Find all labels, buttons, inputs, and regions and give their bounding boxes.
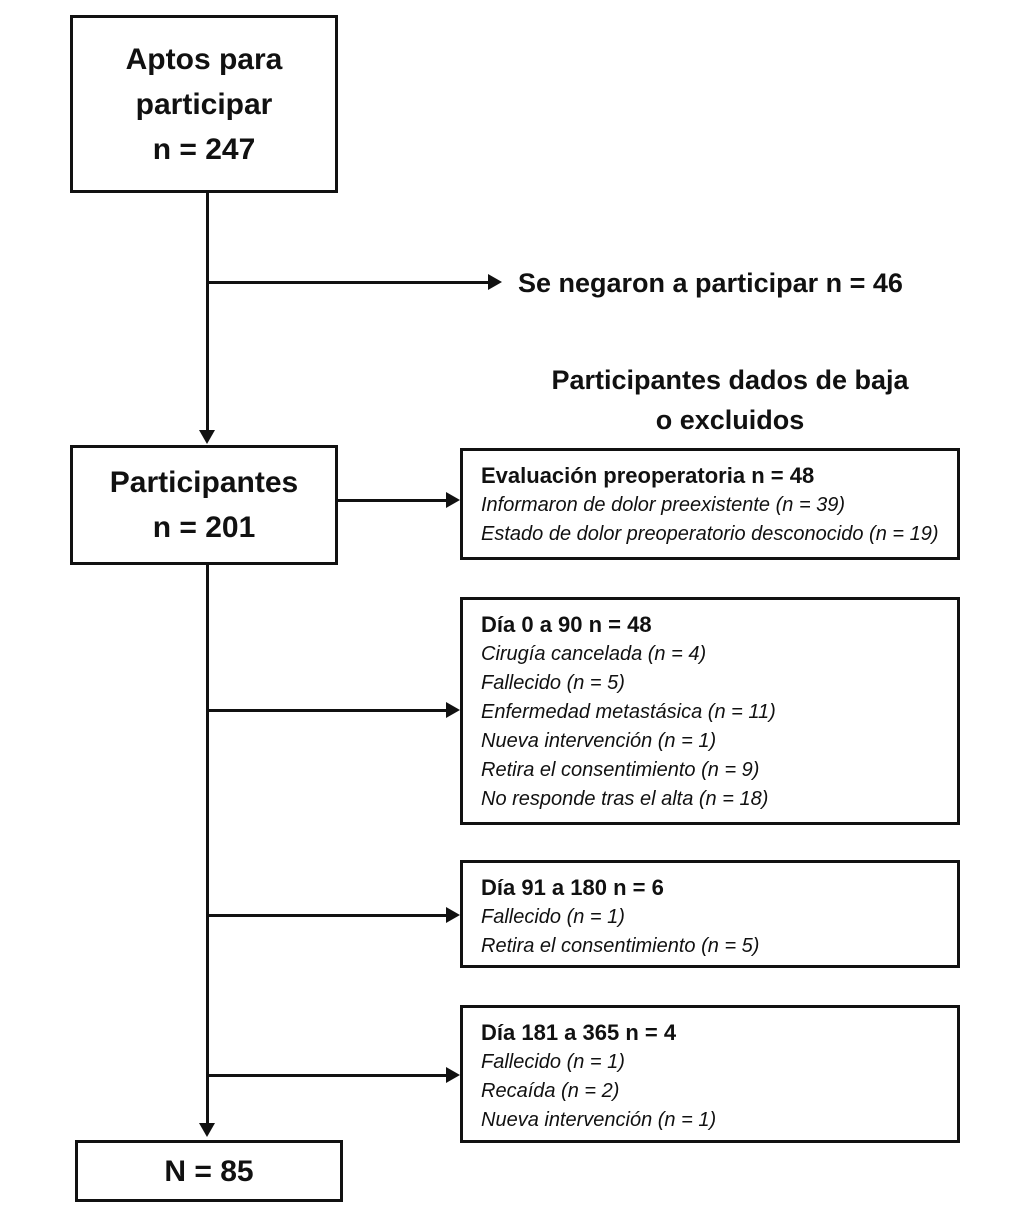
participants-line-1: Participantes xyxy=(109,466,299,499)
exclusion-item: Retira el consentimiento (n = 9) xyxy=(481,759,760,781)
exclusion-item: Recaída (n = 2) xyxy=(481,1080,620,1102)
exclusion-item: Retira el consentimiento (n = 5) xyxy=(481,935,760,957)
exclusion-item: Fallecido (n = 5) xyxy=(481,672,625,694)
final-count: N = 85 xyxy=(164,1154,254,1188)
eligible-box xyxy=(70,15,338,193)
connector-participants-to-final xyxy=(206,565,209,1125)
exclusion-item: Estado de dolor preoperatorio desconocido (n = 19) xyxy=(481,523,939,545)
arrowhead-right-refused xyxy=(488,274,502,290)
arrowhead-right-exclusion-2 xyxy=(446,702,460,718)
excluded-header-line-2: o excluidos xyxy=(655,405,805,435)
exclusion-box-preoperative xyxy=(460,448,960,560)
connector-exclusion-1 xyxy=(338,499,448,502)
final-count-box xyxy=(75,1140,343,1202)
exclusion-title: Día 91 a 180 n = 6 xyxy=(481,875,664,900)
exclusion-box-day-0-90 xyxy=(460,597,960,825)
exclusion-title: Evaluación preoperatoria n = 48 xyxy=(481,463,815,488)
excluded-header xyxy=(470,360,990,440)
exclusion-box-day-181-365 xyxy=(460,1005,960,1143)
participants-box xyxy=(70,445,338,565)
exclusion-item: Fallecido (n = 1) xyxy=(481,1051,625,1073)
arrowhead-right-exclusion-1 xyxy=(446,492,460,508)
exclusion-title: Día 181 a 365 n = 4 xyxy=(481,1020,677,1045)
connector-eligible-to-participants xyxy=(206,192,209,432)
eligible-count: n = 247 xyxy=(152,132,256,166)
exclusion-item: Informaron de dolor preexistente (n = 39) xyxy=(481,494,846,516)
exclusion-item: No responde tras el alta (n = 18) xyxy=(481,788,769,810)
connector-exclusion-4 xyxy=(206,1074,448,1077)
exclusion-box-day-91-180 xyxy=(460,860,960,968)
exclusion-item: Nueva intervención (n = 1) xyxy=(481,730,717,752)
exclusion-item: Fallecido (n = 1) xyxy=(481,906,625,928)
arrowhead-down-participants xyxy=(199,430,215,444)
arrowhead-right-exclusion-3 xyxy=(446,907,460,923)
connector-refused xyxy=(206,281,490,284)
exclusion-item: Cirugía cancelada (n = 4) xyxy=(481,643,707,665)
exclusion-title: Día 0 a 90 n = 48 xyxy=(481,612,652,637)
eligible-line-1: Aptos para xyxy=(125,42,283,76)
eligible-line-2: participar xyxy=(135,87,273,121)
exclusion-item: Enfermedad metastásica (n = 11) xyxy=(481,701,776,723)
connector-exclusion-3 xyxy=(206,914,448,917)
exclusion-item: Nueva intervención (n = 1) xyxy=(481,1109,717,1131)
excluded-header-line-1: Participantes dados de baja xyxy=(551,365,909,395)
arrowhead-right-exclusion-4 xyxy=(446,1067,460,1083)
refused-label: Se negaron a participar n = 46 xyxy=(518,268,903,298)
arrowhead-down-final xyxy=(199,1123,215,1137)
connector-exclusion-2 xyxy=(206,709,448,712)
participants-count: n = 201 xyxy=(152,511,256,544)
